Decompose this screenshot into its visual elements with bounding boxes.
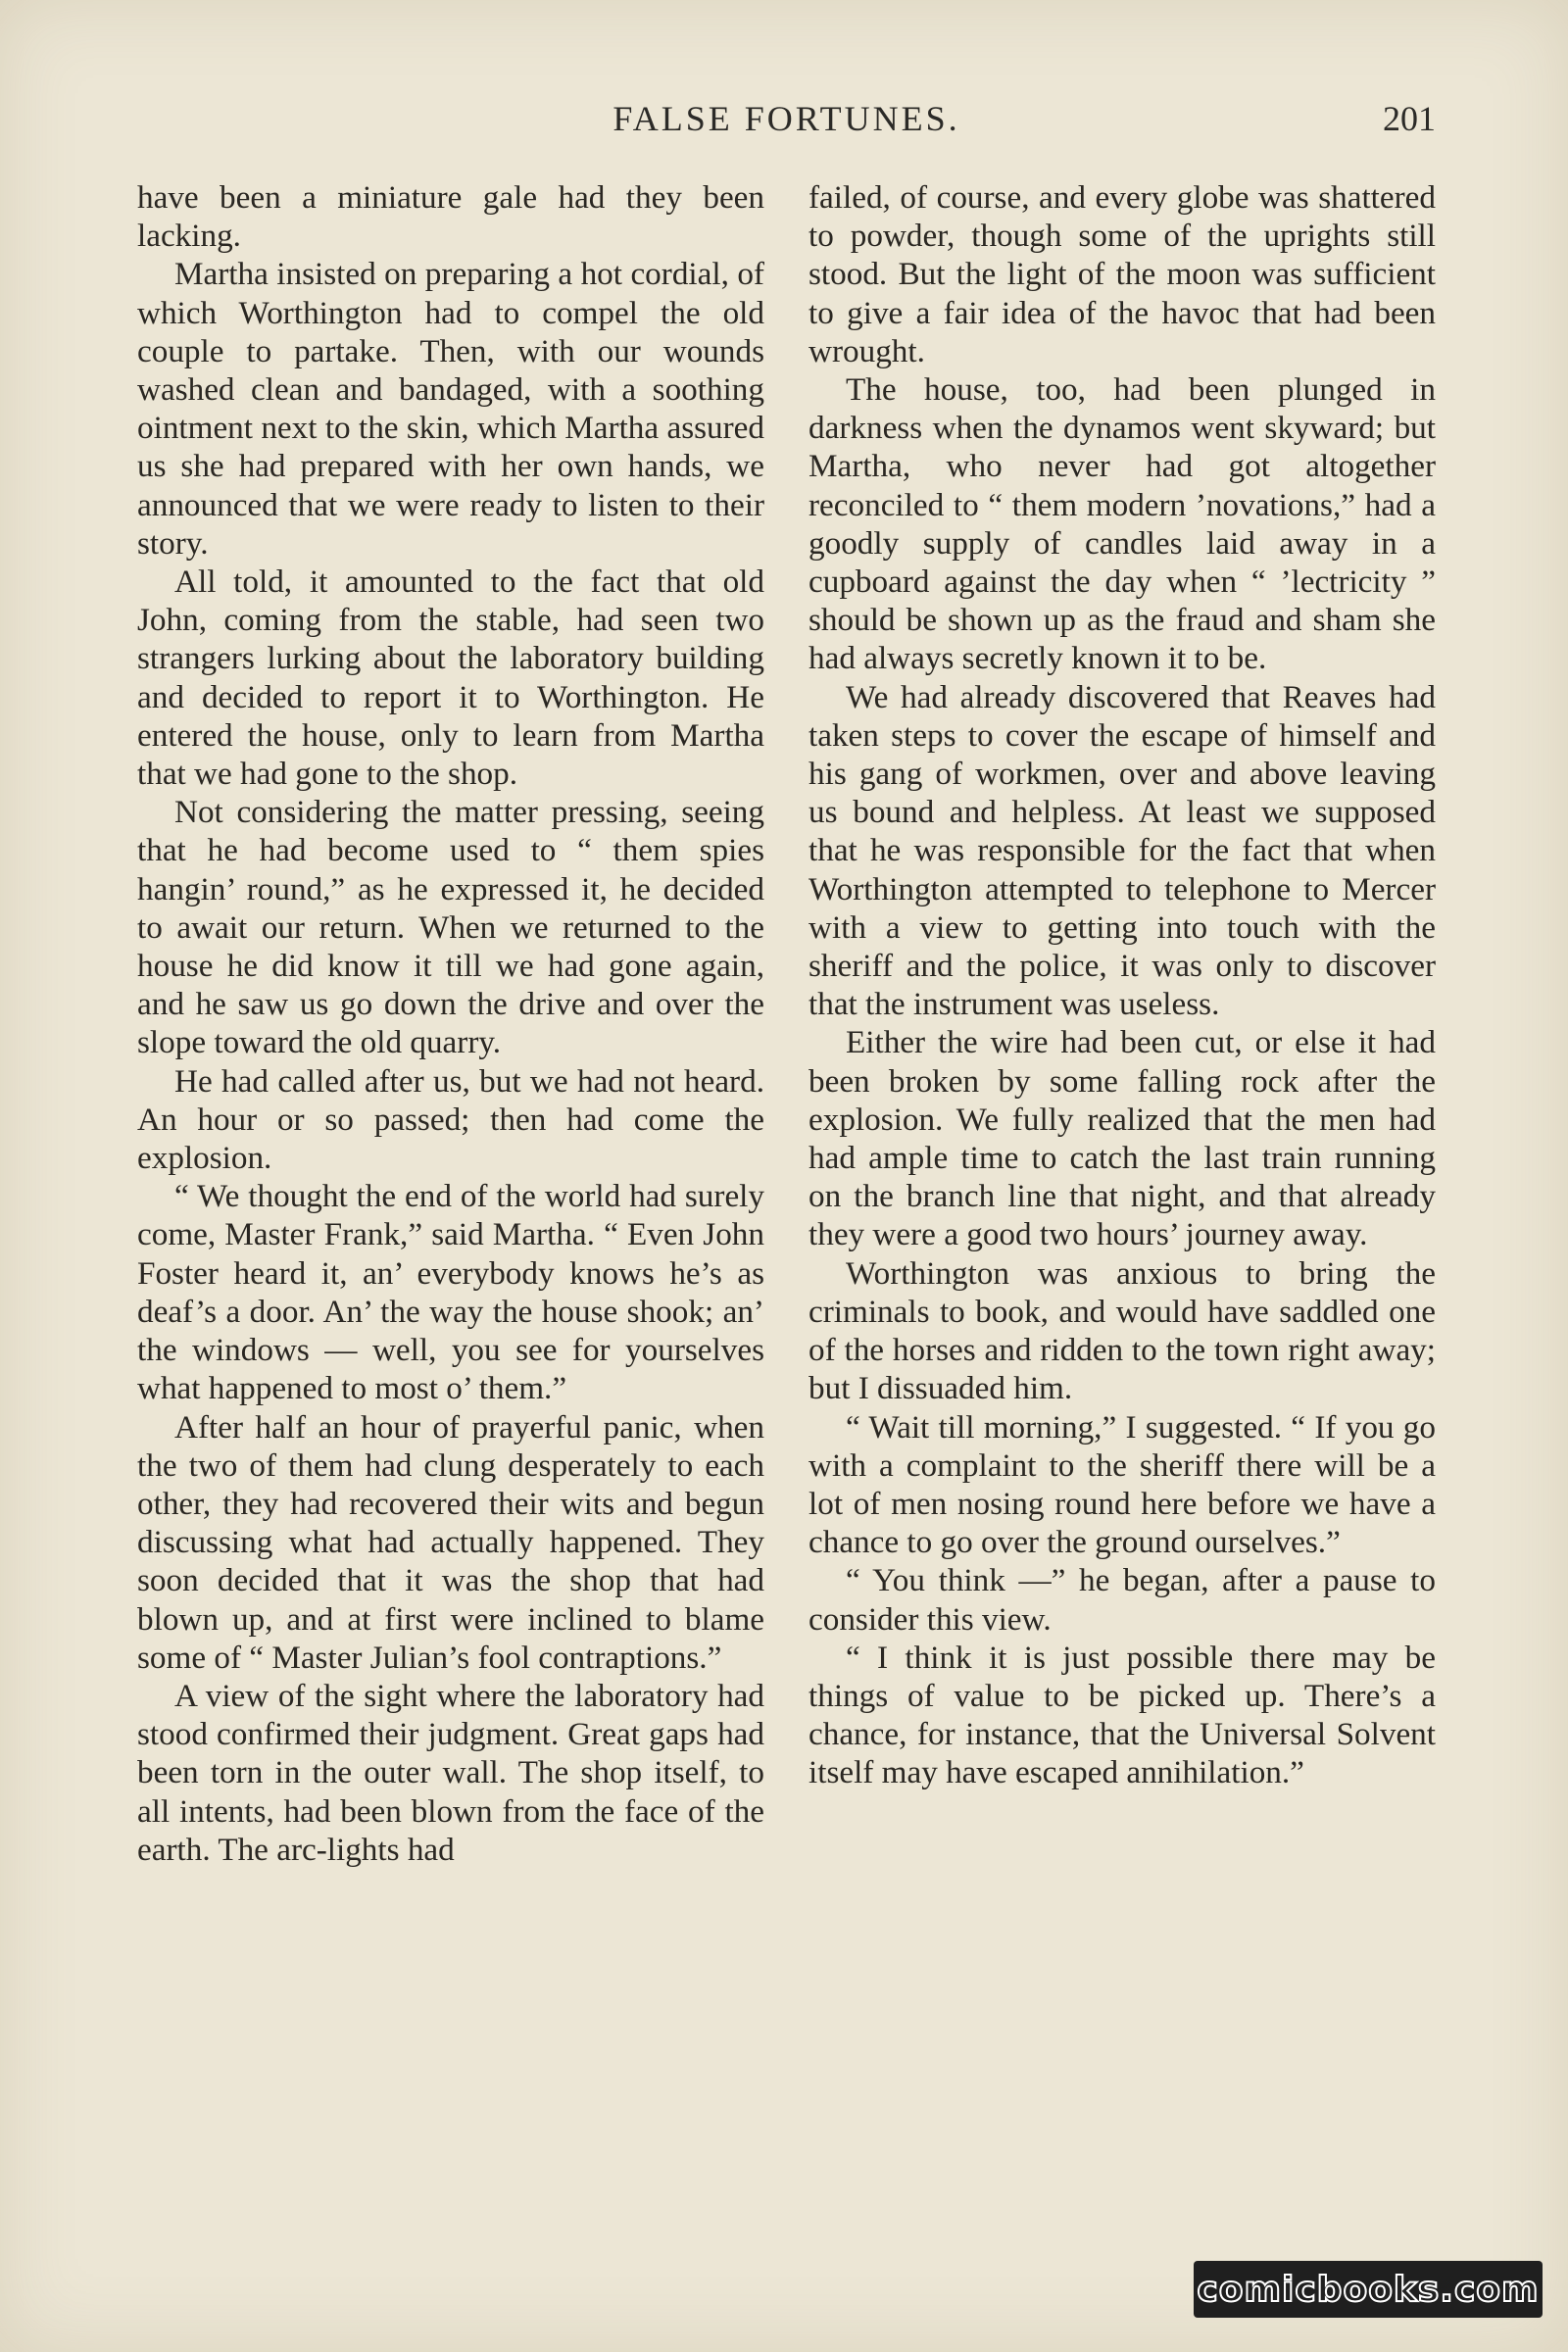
paragraph: “ We thought the end of the world had surely come, Master Frank,” said Martha. “ Even John Foster heard it, an’ everybody knows he’s as deaf’s a door. An’ the way the house shook; an’ the windows — well, you see for yourselves what happened to most o’ them.” [137,1178,764,1407]
paragraph: Worthington was anxious to bring the criminals to book, and would have saddled one of the horses and ridden to the town right away; but I dissuaded him. [808,1254,1436,1407]
paragraph: “ You think —” he began, after a pause to consider this view. [808,1562,1436,1638]
paragraph: Either the wire had been cut, or else it had been broken by some falling rock after the explosion. We fully realized that the men had had ample time to catch the last train running on the branch line that night, and that already they were a good two hours’ journey away. [808,1024,1436,1253]
paragraph: failed, of course, and every globe was shattered to powder, though some of the uprights still stood. But the light of the moon was sufficient to give a fair idea of the havoc that had been wrought. [808,179,1436,369]
paragraph: “ I think it is just possible there may be things of value to be picked up. There’s a chance, for instance, that the Universal Solvent itself may have escaped annihilation.” [808,1639,1436,1791]
paragraph: have been a miniature gale had they been lacking. [137,179,764,255]
running-header [137,98,1436,147]
paragraph: A view of the sight where the laboratory had stood confirmed their judgment. Great gaps had been torn in the outer wall. The shop itself, to all intents, had been blown from the face of the earth. The arc-lights had [137,1677,764,1868]
paragraph: We had already discovered that Reaves had taken steps to cover the escape of himself and his gang of workmen, over and above leaving us bound and helpless. At least we supposed that he was responsible for the fact that when Worthington attempted to telephone to Mercer with a view to getting into touch with the sheriff and the police, it was only to discover that the instrument was useless. [808,678,1436,1023]
page-title: FALSE FORTUNES. [612,99,960,138]
paragraph: Not considering the matter pressing, seeing that he had become used to “ them spies hangin’ round,” as he expressed it, he decided to await our return. When we returned to the house he did know it till we had gone again, and he saw us go down the drive and over the slope toward the old quarry. [137,794,764,1061]
right-column [808,178,1436,1792]
left-column [137,178,764,1869]
paragraph: After half an hour of prayerful panic, when the two of them had clung desperately to each other, they had recovered their wits and begun discussing what had actually happened. They soon decided that it was the shop that had blown up, and at first were inclined to blame some of “ Master Julian’s fool contraptions.” [137,1408,764,1676]
watermark-logo [1194,2261,1543,2318]
paragraph: Martha insisted on preparing a hot cordial, of which Worthington had to compel the old couple to partake. Then, with our wounds washed clean and bandaged, with a soothing ointment next to the skin, which Martha assured us she had prepared with her own hands, we announced that we were ready to listen to their story. [137,256,764,562]
page-number: 201 [1383,99,1436,138]
paragraph: All told, it amounted to the fact that old John, coming from the stable, had seen two strangers lurking about the laboratory building and decided to report it to Worthington. He entered the house, only to learn from Martha that we had gone to the shop. [137,564,764,793]
paragraph: “ Wait till morning,” I suggested. “ If you go with a complaint to the sheriff there will be a lot of men nosing round here before we have a chance to go over the ground ourselves.” [808,1408,1436,1561]
paragraph: The house, too, had been plunged in darkness when the dynamos went skyward; but Martha, who never had got altogether reconciled to “ them modern ’novations,” had a goodly supply of candles laid away in a cupboard against the day when “ ’lectricity ” should be shown up as the fraud and sham she had always secretly known it to be. [808,371,1436,677]
watermark-text: comicbooks.com [1197,2269,1540,2310]
paragraph: He had called after us, but we had not heard. An hour or so passed; then had come the explosion. [137,1062,764,1177]
